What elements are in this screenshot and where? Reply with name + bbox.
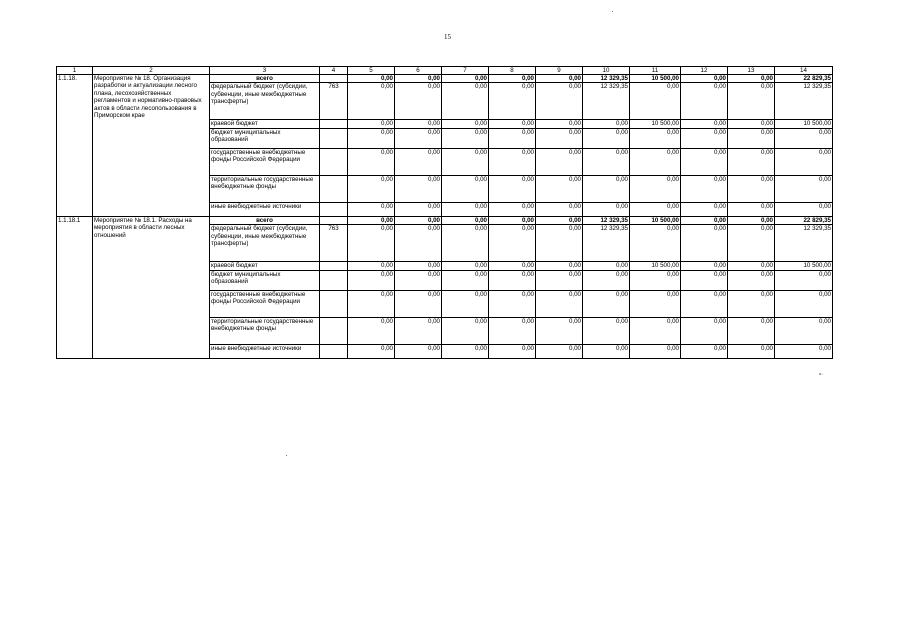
funding-source: территориальные государственные внебюджетные фонды: [210, 317, 320, 344]
amount-cell: 0,00: [442, 175, 489, 202]
amount-cell: 0,00: [681, 120, 728, 128]
amount-cell: 0,00: [489, 270, 536, 290]
amount-cell: 0,00: [630, 83, 681, 120]
amount-cell: 0,00: [775, 317, 833, 344]
row-title: Мероприятие № 18. Организация разработки и актуализации лесного плана, лесохозяйственных регламентов и нормативно-правовых актов в области лесопользования в Приморском крае: [93, 75, 210, 217]
amount-cell: 0,00: [536, 344, 583, 358]
amount-cell: 10 500,00: [775, 262, 833, 270]
amount-cell: 0,00: [442, 128, 489, 148]
amount-cell: 0,00: [348, 120, 395, 128]
amount-cell: 0,00: [348, 262, 395, 270]
amount-cell: 0,00: [348, 225, 395, 262]
amount-cell: 0,00: [775, 202, 833, 216]
amount-cell: 10 500,00: [630, 75, 681, 83]
amount-cell: 0,00: [536, 75, 583, 83]
amount-cell: 0,00: [583, 202, 630, 216]
table-row-total: [57, 75, 833, 83]
amount-cell: 0,00: [728, 270, 775, 290]
budget-code: [320, 128, 348, 148]
amount-cell: 0,00: [489, 128, 536, 148]
amount-cell: 0,00: [348, 128, 395, 148]
amount-cell: 0,00: [681, 75, 728, 83]
amount-cell: 12 329,35: [775, 225, 833, 262]
amount-cell: 0,00: [489, 120, 536, 128]
column-header: 11: [630, 67, 681, 75]
amount-cell: 0,00: [442, 216, 489, 224]
header-row: [57, 67, 833, 75]
amount-cell: 0,00: [728, 290, 775, 317]
amount-cell: 0,00: [348, 270, 395, 290]
amount-cell: 10 500,00: [630, 262, 681, 270]
amount-cell: 0,00: [489, 216, 536, 224]
amount-cell: 0,00: [395, 202, 442, 216]
funding-source: краевой бюджет: [210, 262, 320, 270]
amount-cell: 0,00: [681, 225, 728, 262]
amount-cell: 0,00: [395, 75, 442, 83]
column-header: 8: [489, 67, 536, 75]
funding-source: бюджет муниципальных образований: [210, 128, 320, 148]
corner-mark: ».: [819, 372, 823, 377]
amount-cell: 0,00: [775, 175, 833, 202]
funding-source: иные внебюджетные источники: [210, 344, 320, 358]
amount-cell: 0,00: [681, 317, 728, 344]
amount-cell: 0,00: [583, 262, 630, 270]
amount-cell: 10 500,00: [775, 120, 833, 128]
amount-cell: 0,00: [728, 75, 775, 83]
budget-code: [320, 270, 348, 290]
funding-source: государственные внебюджетные фонды Российской Федерации: [210, 290, 320, 317]
amount-cell: 0,00: [630, 344, 681, 358]
budget-code: 763: [320, 225, 348, 262]
amount-cell: 0,00: [536, 120, 583, 128]
amount-cell: 0,00: [536, 262, 583, 270]
amount-cell: 0,00: [728, 128, 775, 148]
scan-speck: [612, 11, 613, 12]
amount-cell: 22 829,35: [775, 75, 833, 83]
amount-cell: 0,00: [728, 175, 775, 202]
funding-source: территориальные государственные внебюджетные фонды: [210, 175, 320, 202]
amount-cell: 0,00: [630, 202, 681, 216]
funding-source: всего: [210, 216, 320, 224]
amount-cell: 0,00: [728, 216, 775, 224]
amount-cell: 0,00: [630, 290, 681, 317]
column-header: 14: [775, 67, 833, 75]
amount-cell: 0,00: [536, 148, 583, 175]
amount-cell: 0,00: [536, 290, 583, 317]
amount-cell: 0,00: [348, 202, 395, 216]
amount-cell: 0,00: [681, 290, 728, 317]
amount-cell: 22 829,35: [775, 216, 833, 224]
amount-cell: 0,00: [442, 148, 489, 175]
amount-cell: 0,00: [442, 75, 489, 83]
budget-code: 763: [320, 83, 348, 120]
column-header: 2: [93, 67, 210, 75]
amount-cell: 0,00: [536, 83, 583, 120]
amount-cell: 0,00: [630, 225, 681, 262]
amount-cell: 0,00: [395, 225, 442, 262]
amount-cell: 0,00: [348, 83, 395, 120]
amount-cell: 0,00: [442, 344, 489, 358]
amount-cell: 0,00: [536, 225, 583, 262]
amount-cell: 0,00: [536, 202, 583, 216]
amount-cell: 0,00: [489, 75, 536, 83]
budget-code: [320, 216, 348, 224]
amount-cell: 0,00: [489, 148, 536, 175]
amount-cell: 10 500,00: [630, 120, 681, 128]
amount-cell: 0,00: [348, 290, 395, 317]
amount-cell: 0,00: [630, 317, 681, 344]
amount-cell: 0,00: [728, 317, 775, 344]
amount-cell: 0,00: [681, 83, 728, 120]
amount-cell: 0,00: [630, 128, 681, 148]
budget-code: [320, 148, 348, 175]
amount-cell: 0,00: [583, 175, 630, 202]
scan-speck: [286, 455, 287, 456]
amount-cell: 0,00: [583, 128, 630, 148]
funding-source: всего: [210, 75, 320, 83]
amount-cell: 0,00: [395, 290, 442, 317]
amount-cell: 0,00: [728, 83, 775, 120]
amount-cell: 0,00: [583, 317, 630, 344]
amount-cell: 0,00: [583, 290, 630, 317]
column-header: 12: [681, 67, 728, 75]
funding-source: краевой бюджет: [210, 120, 320, 128]
amount-cell: 0,00: [775, 128, 833, 148]
amount-cell: 0,00: [536, 216, 583, 224]
amount-cell: 0,00: [536, 317, 583, 344]
amount-cell: 0,00: [489, 83, 536, 120]
amount-cell: 0,00: [442, 120, 489, 128]
amount-cell: 0,00: [442, 83, 489, 120]
budget-code: [320, 175, 348, 202]
amount-cell: 0,00: [442, 317, 489, 344]
amount-cell: 0,00: [442, 270, 489, 290]
amount-cell: 0,00: [728, 262, 775, 270]
amount-cell: 0,00: [728, 344, 775, 358]
amount-cell: 0,00: [681, 148, 728, 175]
amount-cell: 0,00: [630, 270, 681, 290]
amount-cell: 0,00: [442, 290, 489, 317]
amount-cell: 0,00: [489, 290, 536, 317]
column-header: 7: [442, 67, 489, 75]
budget-code: [320, 262, 348, 270]
amount-cell: 0,00: [395, 148, 442, 175]
amount-cell: 0,00: [395, 175, 442, 202]
amount-cell: 0,00: [728, 120, 775, 128]
funding-source: иные внебюджетные источники: [210, 202, 320, 216]
amount-cell: 12 329,35: [775, 83, 833, 120]
funding-source: государственные внебюджетные фонды Российской Федерации: [210, 148, 320, 175]
column-header: 4: [320, 67, 348, 75]
budget-table: [56, 66, 833, 359]
amount-cell: 0,00: [536, 128, 583, 148]
amount-cell: 0,00: [630, 148, 681, 175]
budget-code: [320, 290, 348, 317]
amount-cell: 0,00: [775, 270, 833, 290]
amount-cell: 0,00: [395, 128, 442, 148]
amount-cell: 0,00: [489, 202, 536, 216]
row-id: 1.1.18.1: [57, 216, 93, 358]
amount-cell: 0,00: [681, 175, 728, 202]
budget-code: [320, 75, 348, 83]
amount-cell: 0,00: [681, 262, 728, 270]
amount-cell: 0,00: [489, 225, 536, 262]
row-title: Мероприятие № 18.1. Расходы на мероприятия в области лесных отношений: [93, 216, 210, 358]
amount-cell: 0,00: [395, 120, 442, 128]
amount-cell: 0,00: [395, 317, 442, 344]
amount-cell: 0,00: [442, 225, 489, 262]
column-header: 5: [348, 67, 395, 75]
amount-cell: 0,00: [489, 262, 536, 270]
amount-cell: 0,00: [775, 290, 833, 317]
amount-cell: 0,00: [348, 75, 395, 83]
funding-source: федеральный бюджет (субсидии, субвенции, иные межбюджетные трансферты): [210, 225, 320, 262]
amount-cell: 0,00: [583, 270, 630, 290]
amount-cell: 0,00: [348, 148, 395, 175]
column-header: 10: [583, 67, 630, 75]
amount-cell: 0,00: [681, 128, 728, 148]
amount-cell: 0,00: [583, 344, 630, 358]
amount-cell: 0,00: [728, 225, 775, 262]
amount-cell: 12 329,35: [583, 216, 630, 224]
amount-cell: 0,00: [489, 175, 536, 202]
column-header: 6: [395, 67, 442, 75]
amount-cell: 0,00: [348, 317, 395, 344]
amount-cell: 0,00: [583, 120, 630, 128]
amount-cell: 0,00: [630, 175, 681, 202]
amount-cell: 0,00: [348, 216, 395, 224]
budget-code: [320, 120, 348, 128]
amount-cell: 0,00: [728, 202, 775, 216]
amount-cell: 0,00: [489, 344, 536, 358]
amount-cell: 12 329,35: [583, 75, 630, 83]
page-number: 15: [444, 33, 451, 41]
amount-cell: 0,00: [442, 262, 489, 270]
amount-cell: 0,00: [681, 202, 728, 216]
amount-cell: 0,00: [395, 216, 442, 224]
column-header: 3: [210, 67, 320, 75]
amount-cell: 0,00: [489, 317, 536, 344]
amount-cell: 0,00: [348, 175, 395, 202]
funding-source: федеральный бюджет (субсидии, субвенции, иные межбюджетные трансферты): [210, 83, 320, 120]
amount-cell: 12 329,35: [583, 225, 630, 262]
amount-cell: 0,00: [536, 270, 583, 290]
amount-cell: 0,00: [775, 344, 833, 358]
funding-source: бюджет муниципальных образований: [210, 270, 320, 290]
amount-cell: 0,00: [395, 344, 442, 358]
amount-cell: 0,00: [395, 262, 442, 270]
amount-cell: 0,00: [395, 83, 442, 120]
amount-cell: 12 329,35: [583, 83, 630, 120]
amount-cell: 0,00: [681, 216, 728, 224]
row-id: 1.1.18.: [57, 75, 93, 217]
amount-cell: 0,00: [442, 202, 489, 216]
amount-cell: 10 500,00: [630, 216, 681, 224]
amount-cell: 0,00: [681, 270, 728, 290]
amount-cell: 0,00: [536, 175, 583, 202]
amount-cell: 0,00: [395, 270, 442, 290]
amount-cell: 0,00: [681, 344, 728, 358]
amount-cell: 0,00: [348, 344, 395, 358]
column-header: 1: [57, 67, 93, 75]
budget-code: [320, 344, 348, 358]
table-row-total: [57, 216, 833, 224]
budget-code: [320, 317, 348, 344]
column-header: 9: [536, 67, 583, 75]
budget-code: [320, 202, 348, 216]
column-header: 13: [728, 67, 775, 75]
amount-cell: 0,00: [728, 148, 775, 175]
amount-cell: 0,00: [583, 148, 630, 175]
amount-cell: 0,00: [775, 148, 833, 175]
